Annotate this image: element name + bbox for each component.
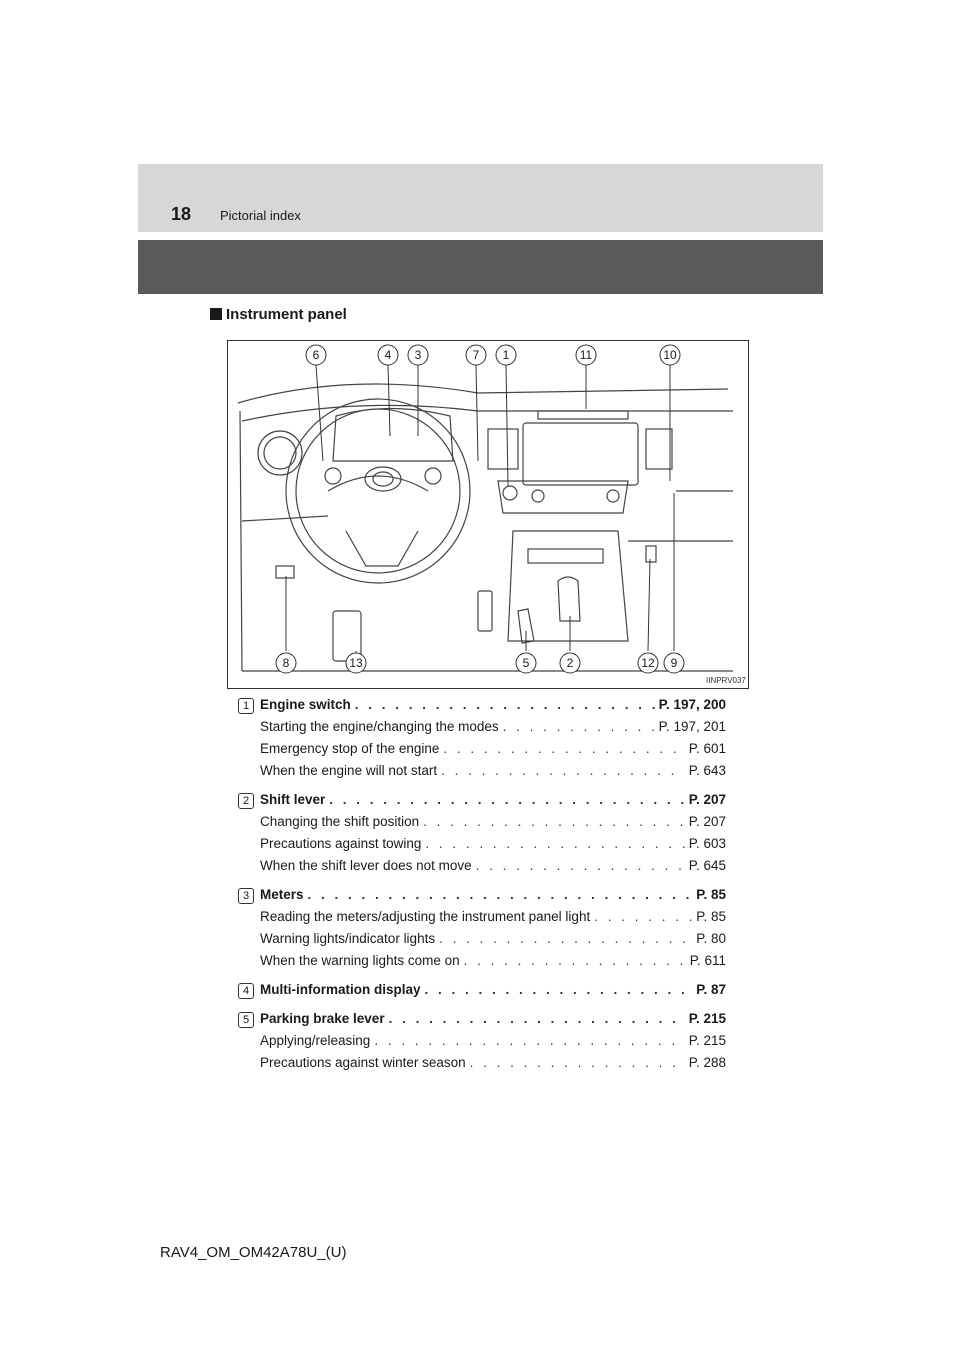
instrument-panel-figure (227, 340, 749, 689)
entry-sub-page[interactable]: P. 85 (696, 909, 726, 924)
entry-sub-page[interactable]: P. 207 (688, 814, 726, 829)
entry-sub-label: When the warning lights come on (260, 953, 460, 968)
section-title: Pictorial index (220, 208, 301, 223)
entry-sub-label: Warning lights/indicator lights (260, 931, 436, 946)
entry-number: 4 (238, 983, 254, 999)
entry-sub-label: Changing the shift position (260, 814, 420, 829)
entry-sub-page[interactable]: P. 645 (688, 858, 726, 873)
entry-3 (238, 887, 726, 975)
entry-sub-page[interactable]: P. 197, 201 (658, 719, 726, 734)
entry-number: 5 (238, 1012, 254, 1028)
callout-1: 1 (502, 348, 510, 362)
callout-9: 9 (670, 656, 678, 670)
callout-10: 10 (663, 348, 677, 362)
entry-sub-label: Reading the meters/adjusting the instrument panel light (260, 909, 591, 924)
entry-sub-page[interactable]: P. 601 (688, 741, 726, 756)
index-entries (238, 697, 726, 1084)
entry-sub-page[interactable]: P. 611 (689, 953, 726, 968)
entry-page[interactable]: P. 85 (696, 887, 726, 902)
callout-8: 8 (282, 656, 290, 670)
entry-title: Parking brake lever (260, 1011, 385, 1026)
page-number: 18 (171, 204, 192, 224)
callout-5: 5 (522, 656, 530, 670)
entry-1 (238, 697, 726, 785)
dark-band (138, 240, 823, 294)
entry-2 (238, 792, 726, 880)
entry-5 (238, 1011, 726, 1077)
figure-code: IINPRV037 (706, 676, 746, 685)
callout-11: 11 (579, 348, 593, 362)
entry-sub-label: Precautions against winter season (260, 1055, 466, 1070)
callout-7: 7 (472, 348, 480, 362)
entry-sub-page[interactable]: P. 603 (688, 836, 726, 851)
entry-sub-label: Applying/releasing (260, 1033, 371, 1048)
entry-title: Shift lever (260, 792, 326, 807)
callout-6: 6 (312, 348, 320, 362)
entry-page[interactable]: P. 197, 200 (658, 697, 726, 712)
entry-sub-label: Starting the engine/changing the modes (260, 719, 499, 734)
callout-4: 4 (384, 348, 392, 362)
entry-number: 3 (238, 888, 254, 904)
entry-sub-page[interactable]: P. 80 (696, 931, 726, 946)
entry-sub-label: Precautions against towing (260, 836, 422, 851)
callout-13: 13 (349, 656, 363, 670)
entry-sub-page[interactable]: P. 215 (688, 1033, 726, 1048)
entry-title: Meters (260, 887, 304, 902)
entry-title: Multi-information display (260, 982, 421, 997)
callout-3: 3 (414, 348, 422, 362)
entry-sub-label: When the shift lever does not move (260, 858, 472, 873)
entry-page[interactable]: P. 207 (688, 792, 726, 807)
entry-sub-page[interactable]: P. 288 (688, 1055, 726, 1070)
entry-number: 2 (238, 793, 254, 809)
entry-page[interactable]: P. 215 (688, 1011, 726, 1026)
entry-sub-label: Emergency stop of the engine (260, 741, 440, 756)
entry-number: 1 (238, 698, 254, 714)
callout-2: 2 (566, 656, 574, 670)
entry-sub-label: When the engine will not start (260, 763, 438, 778)
footer-code: RAV4_OM_OM42A78U_(U) (160, 1244, 347, 1261)
entry-sub-page[interactable]: P. 643 (688, 763, 726, 778)
entry-4 (238, 982, 726, 1004)
subheading: Instrument panel (210, 306, 347, 323)
instrument-panel-illustration (228, 341, 748, 688)
entry-title: Engine switch (260, 697, 351, 712)
square-bullet-icon (210, 308, 222, 320)
callout-12: 12 (641, 656, 655, 670)
entry-page[interactable]: P. 87 (696, 982, 726, 997)
